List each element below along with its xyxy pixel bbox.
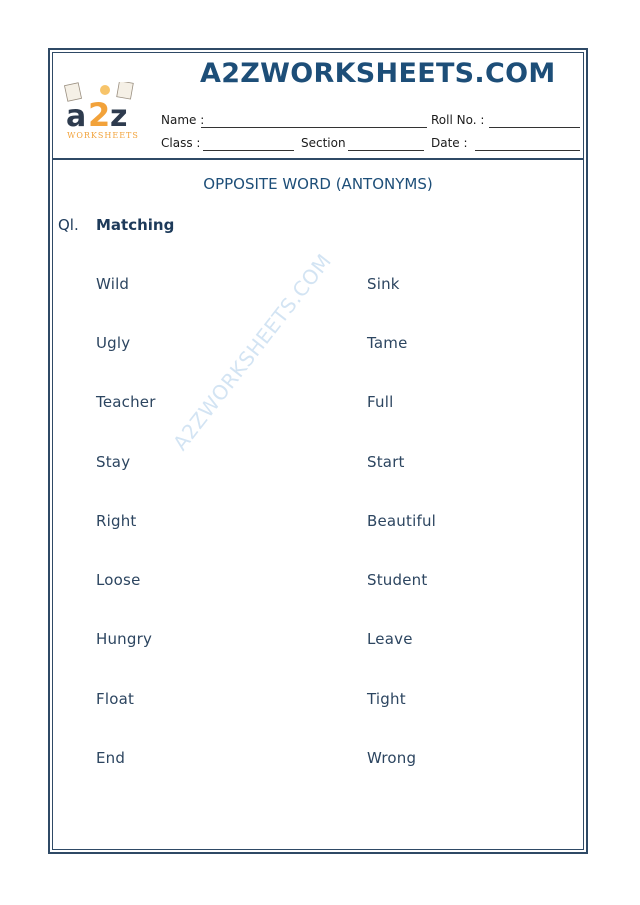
left-word: Float — [96, 690, 135, 708]
left-word: Right — [96, 512, 137, 530]
right-word: Tame — [367, 334, 408, 352]
section-line[interactable] — [348, 150, 424, 151]
svg-text:2: 2 — [88, 96, 111, 134]
date-label: Date : — [431, 136, 468, 150]
question-label: Matching — [96, 216, 175, 234]
site-title: A2ZWORKSHEETS.COM — [200, 58, 556, 89]
left-word: Loose — [96, 571, 141, 589]
left-word: End — [96, 749, 126, 767]
date-line[interactable] — [475, 150, 580, 151]
name-label: Name : — [161, 113, 205, 127]
question-number: Ql. — [58, 216, 79, 234]
svg-text:a: a — [66, 99, 87, 134]
roll-no-line[interactable] — [489, 127, 580, 128]
worksheet-title: OPPOSITE WORD (ANTONYMS) — [203, 175, 433, 193]
a2z-logo — [60, 82, 146, 142]
left-word: Ugly — [96, 334, 131, 352]
right-word: Student — [367, 571, 428, 589]
section-label: Section — [301, 136, 346, 150]
left-word: Stay — [96, 453, 131, 471]
page-border-inner — [52, 52, 584, 850]
right-word: Leave — [367, 630, 413, 648]
watermark: A2ZWORKSHEETS.COM — [168, 248, 337, 455]
right-word: Wrong — [367, 749, 417, 767]
logo-caption: WORKSHEETS — [67, 131, 139, 140]
svg-text:z: z — [110, 99, 128, 134]
right-word: Start — [367, 453, 405, 471]
right-word: Sink — [367, 275, 400, 293]
right-word: Beautiful — [367, 512, 437, 530]
right-word: Tight — [367, 690, 406, 708]
left-word: Teacher — [96, 393, 156, 411]
class-label: Class : — [161, 136, 201, 150]
header-divider — [52, 158, 584, 160]
left-word: Hungry — [96, 630, 153, 648]
name-line[interactable] — [201, 127, 427, 128]
class-line[interactable] — [203, 150, 294, 151]
roll-no-label: Roll No. : — [431, 113, 485, 127]
right-word: Full — [367, 393, 394, 411]
left-word: Wild — [96, 275, 130, 293]
